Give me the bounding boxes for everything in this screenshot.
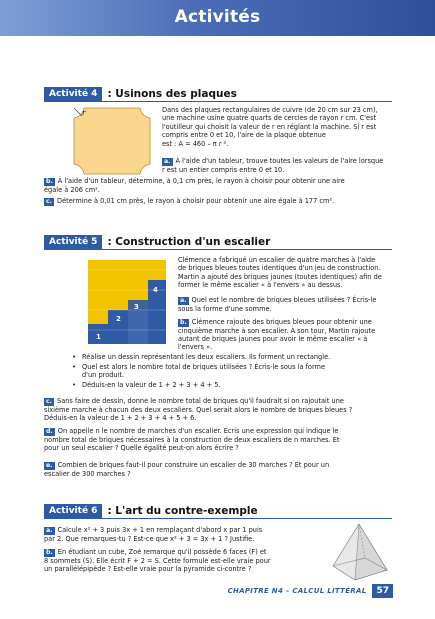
activity5-question-d: d. On appelle n le nombre de marches d'un escalier. Écris une expression qui indique le nombre total de briques nécessaires à la construction de deux escaliers de n marches. Et pour un seul escalier ? Quelle égalité peut-on alors écrire ? [44,427,340,452]
question-a-label: a. [180,297,187,304]
question-a-label: a. [164,158,171,165]
activity5-bullet: • Réalise un dessin représentant les deux escaliers. Ils forment un rectangle. [72,353,331,361]
activity5-question-a: a. Quel est le nombre de briques bleues utilisées ? Écris-le sous la forme d'une somme. [178,296,377,313]
activity4-intro-line: est : A = 460 – π r ². [162,139,229,148]
activity4-question-a: a. À l'aide d'un tableur, trouve toutes les valeurs de l'aire lorsque r est un entier compris entre 0 et 10. [162,157,384,174]
activity4-intro-line: l'outilleur qui choisit la valeur de r en réglant la machine. Si r est [162,122,377,131]
activity5-title: : Construction d'un escalier [107,235,271,248]
activity4-underline [44,101,392,102]
activity4-intro-line: Dans des plaques rectangulaires de cuivre (de 20 cm sur 23 cm), [162,106,378,114]
staircase-figure [88,254,168,346]
activity5-question-e: e. Combien de briques faut-il pour construire un escalier de 30 marches ? Et pour un escalier de 300 marches ? [44,461,330,478]
plate-radius-label: r [82,109,86,117]
chapter-label: CHAPITRE N4 – CALCUL LITTÉRAL [227,587,367,595]
stair-number: 1 [96,333,101,341]
activity4-question-b: b. À l'aide d'un tableur, détermine, à 0,1 cm près, le rayon à choisir pour obtenir une aire égale à 206 cm². [44,177,345,194]
activity5-tag: Activité 5 [44,235,102,249]
activity5-underline [44,249,392,250]
activity6-question-b: b. En étudiant un cube, Zoé remarque qu'il possède 6 faces (F) et 8 sommets (S). Elle écrit F + 2 = S. Cette formule est-elle vraie pour un parallélépipède ? Est-elle vraie pour la pyramide ci-contre ? [44,548,271,573]
question-b-label: b. [46,549,53,556]
page-number: 57 [372,584,393,598]
activity4-question-c: c. Détermine à 0,01 cm près, le rayon à choisir pour obtenir une aire égale à 177 cm². [46,197,335,205]
activity4-intro-line: compris entre 0 et 10, l'aire de la plaque obtenue [162,131,326,140]
question-e-label: e. [46,462,53,469]
activity5-heading [44,234,270,249]
activity6-tag: Activité 6 [44,504,102,518]
question-a-label: a. [46,527,53,534]
page-footer [228,584,393,598]
activity6-underline [44,518,392,519]
activity6-heading [44,503,258,518]
stair-number: 3 [134,303,139,311]
activity5-bullet: • Déduis-en la valeur de 1 + 2 + 3 + 4 + 5. [72,381,221,389]
question-b-label: b. [180,319,187,326]
activity4-intro [162,106,392,148]
activity5-bullet: • Quel est alors le nombre total de briques utilisées ? Écris-le sous la forme d'un produit. [72,363,326,380]
question-d-label: d. [46,428,53,435]
activity5-question-b: b. Clémence rajoute des briques bleues pour obtenir une cinquième marche à son escalier. À son tour, Martin rajoute autant de briques jaunes pour avoir le même escalier « à l'envers ». [178,318,376,352]
page-title: Activités [174,7,261,27]
activity4-intro-line: une machine usine quatre quarts de cercles de rayon r cm. C'est [162,114,377,123]
activity5-question-c: c. Sans faire de dessin, donne le nombre total de briques qu'il faudrait si on rajoutait une sixième marche à chacun des deux escaliers. Quel serait alors le nombre de briques bleues ? Déduis-en la valeur de 1 + 2 + 3 + 4 + 5 + 6. [44,397,353,422]
question-c-label: c. [46,198,53,205]
activity4-heading [44,86,237,101]
stair-number: 4 [153,286,158,294]
activity6-title: : L'art du contre-exemple [107,504,258,517]
question-b-label: b. [46,178,53,185]
question-c-label: c. [46,398,53,405]
activity4-tag: Activité 4 [44,87,102,101]
stair-number: 2 [116,315,121,323]
activity6-question-a: a. Calcule x² + 3 puis 3x + 1 en remplaçant d'abord x par 1 puis par 2. Que remarques-tu ? Est-ce que x² + 3 = 3x + 1 ? Justifie. [44,526,263,543]
activity5-intro: Clémence a fabriqué un escalier de quatre marches à l'aide de briques bleues toutes identiques d'un jeu de construction. Martin a ajouté des briques jaunes (toutes identiques) afin de former le même escalier « à l'envers » au dessus. [178,256,382,290]
pyramid-figure [325,520,393,584]
activity4-title: : Usinons des plaques [107,87,237,100]
plate-figure [72,106,152,176]
